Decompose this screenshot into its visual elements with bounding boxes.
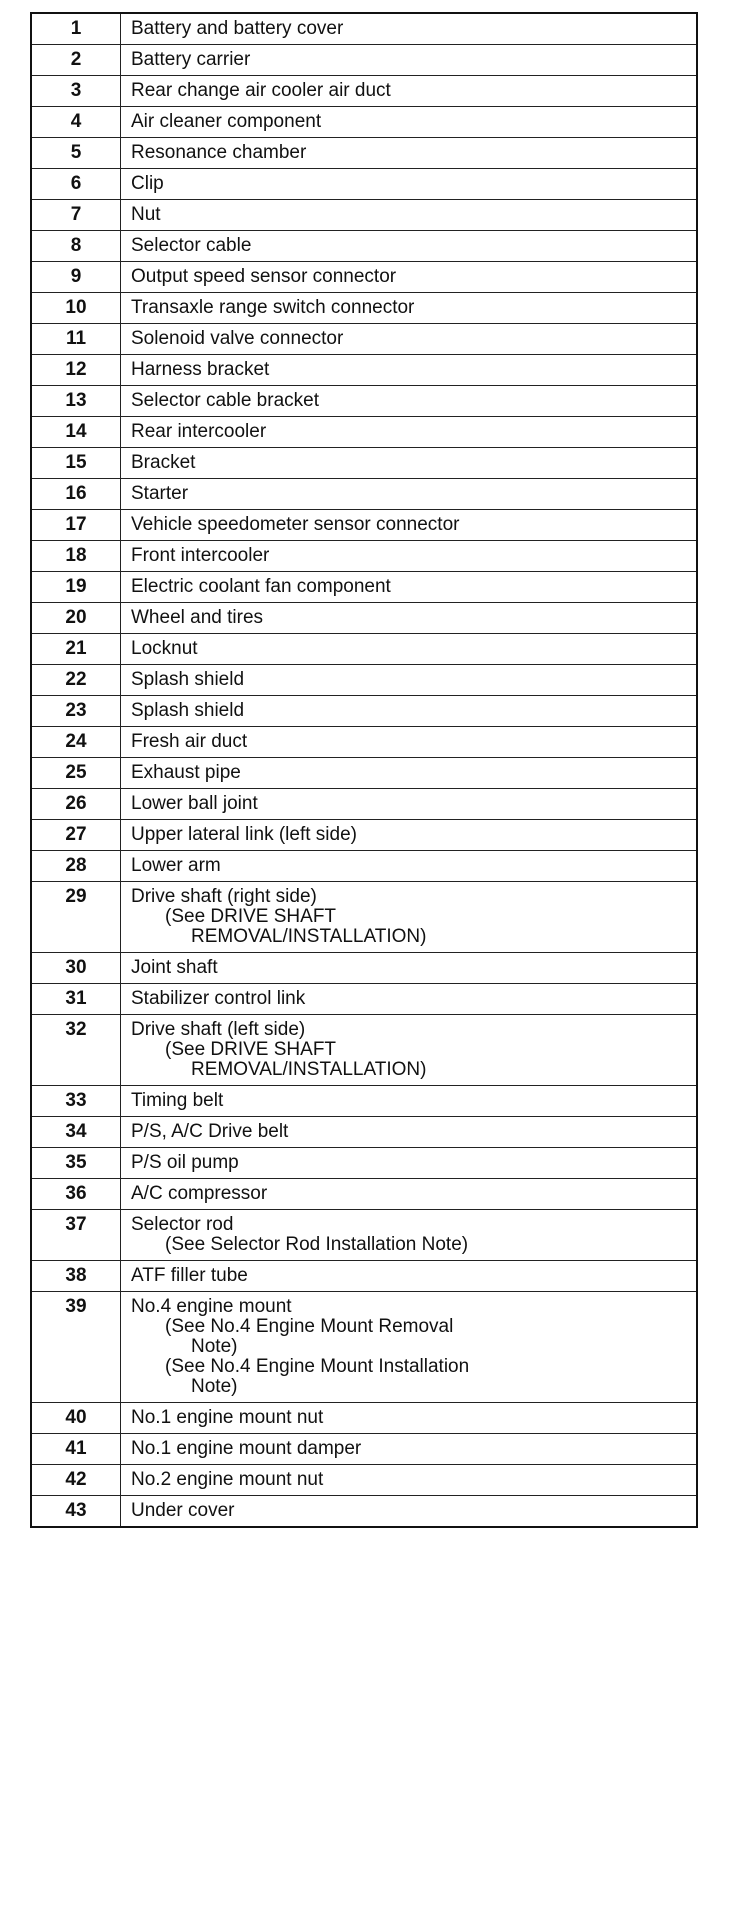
part-number: 37: [31, 1210, 121, 1261]
table-row: [31, 107, 697, 138]
part-label: Vehicle speedometer sensor connector: [131, 514, 460, 535]
table-row: [31, 1261, 697, 1292]
part-description: [121, 851, 698, 882]
part-label: Splash shield: [131, 700, 245, 721]
part-number: 33: [31, 1086, 121, 1117]
table-row: [31, 293, 697, 324]
part-number: 20: [31, 603, 121, 634]
part-description: [121, 107, 698, 138]
part-label: Front intercooler: [131, 545, 270, 566]
table-row: [31, 13, 697, 45]
part-number: 9: [31, 262, 121, 293]
part-number: 19: [31, 572, 121, 603]
table-row: [31, 789, 697, 820]
part-number: 7: [31, 200, 121, 231]
parts-table-body: [31, 13, 697, 1527]
part-label: Upper lateral link (left side): [131, 824, 357, 845]
part-note: (See DRIVE SHAFT: [165, 906, 337, 927]
part-label: Splash shield: [131, 669, 245, 690]
part-label: Rear change air cooler air duct: [131, 80, 391, 101]
part-label: No.2 engine mount nut: [131, 1469, 324, 1490]
part-description: [121, 1261, 698, 1292]
part-description: [121, 820, 698, 851]
part-label: Bracket: [131, 452, 196, 473]
part-description: [121, 1148, 698, 1179]
part-number: 8: [31, 231, 121, 262]
table-row: [31, 510, 697, 541]
parts-table: [30, 12, 698, 1528]
part-note-continuation: REMOVAL/INSTALLATION): [191, 1059, 427, 1080]
part-number: 27: [31, 820, 121, 851]
part-label: P/S, A/C Drive belt: [131, 1121, 289, 1142]
part-label: Lower ball joint: [131, 793, 258, 814]
part-description: [121, 417, 698, 448]
part-description: [121, 510, 698, 541]
table-row: [31, 448, 697, 479]
part-label: Transaxle range switch connector: [131, 297, 415, 318]
part-label: No.4 engine mount: [131, 1296, 292, 1317]
part-number: 40: [31, 1403, 121, 1434]
part-note: (See DRIVE SHAFT: [165, 1039, 337, 1060]
table-row: [31, 1434, 697, 1465]
part-description: [121, 1292, 698, 1403]
table-row: [31, 200, 697, 231]
part-label: Stabilizer control link: [131, 988, 306, 1009]
table-row: [31, 603, 697, 634]
part-label: Solenoid valve connector: [131, 328, 344, 349]
part-label: Battery carrier: [131, 49, 251, 70]
part-label: Air cleaner component: [131, 111, 322, 132]
part-description: [121, 355, 698, 386]
table-row: [31, 984, 697, 1015]
part-label: Electric coolant fan component: [131, 576, 391, 597]
part-number: 23: [31, 696, 121, 727]
table-row: [31, 45, 697, 76]
part-note: (See No.4 Engine Mount Removal: [165, 1316, 454, 1337]
part-description: [121, 541, 698, 572]
table-row: [31, 953, 697, 984]
part-description: [121, 1086, 698, 1117]
part-number: 30: [31, 953, 121, 984]
part-description: [121, 76, 698, 107]
part-number: 10: [31, 293, 121, 324]
part-number: 32: [31, 1015, 121, 1086]
part-number: 41: [31, 1434, 121, 1465]
part-label: No.1 engine mount nut: [131, 1407, 324, 1428]
part-description: [121, 984, 698, 1015]
part-label: Rear intercooler: [131, 421, 267, 442]
table-row: [31, 1117, 697, 1148]
table-row: [31, 262, 697, 293]
part-number: 35: [31, 1148, 121, 1179]
part-description: [121, 169, 698, 200]
part-description: [121, 13, 698, 45]
part-label: P/S oil pump: [131, 1152, 239, 1173]
part-number: 2: [31, 45, 121, 76]
part-description: [121, 1015, 698, 1086]
part-label: Locknut: [131, 638, 198, 659]
part-label: Battery and battery cover: [131, 18, 344, 39]
part-number: 13: [31, 386, 121, 417]
part-number: 5: [31, 138, 121, 169]
part-description: [121, 665, 698, 696]
table-row: [31, 882, 697, 953]
part-label: Wheel and tires: [131, 607, 264, 628]
part-label: ATF filler tube: [131, 1265, 248, 1286]
table-row: [31, 355, 697, 386]
part-number: 3: [31, 76, 121, 107]
part-number: 22: [31, 665, 121, 696]
part-description: [121, 386, 698, 417]
part-label: Selector cable: [131, 235, 252, 256]
part-description: [121, 603, 698, 634]
part-note: (See No.4 Engine Mount Installation: [165, 1356, 470, 1377]
table-row: [31, 386, 697, 417]
table-row: [31, 634, 697, 665]
table-row: [31, 231, 697, 262]
part-description: [121, 789, 698, 820]
part-label: Fresh air duct: [131, 731, 248, 752]
part-label: Harness bracket: [131, 359, 270, 380]
table-row: [31, 1015, 697, 1086]
table-row: [31, 417, 697, 448]
part-label: Selector cable bracket: [131, 390, 319, 411]
part-label: Nut: [131, 204, 161, 225]
table-row: [31, 727, 697, 758]
table-row: [31, 1086, 697, 1117]
part-number: 11: [31, 324, 121, 355]
part-number: 16: [31, 479, 121, 510]
part-description: [121, 634, 698, 665]
part-label: Drive shaft (right side): [131, 886, 317, 907]
part-number: 6: [31, 169, 121, 200]
part-number: 18: [31, 541, 121, 572]
table-row: [31, 1179, 697, 1210]
part-label: Under cover: [131, 1500, 235, 1521]
part-label: Joint shaft: [131, 957, 218, 978]
part-number: 15: [31, 448, 121, 479]
part-description: [121, 262, 698, 293]
table-row: [31, 1496, 697, 1528]
table-row: [31, 696, 697, 727]
part-description: [121, 324, 698, 355]
part-description: [121, 1117, 698, 1148]
part-description: [121, 572, 698, 603]
part-number: 34: [31, 1117, 121, 1148]
part-label: No.1 engine mount damper: [131, 1438, 362, 1459]
part-description: [121, 448, 698, 479]
part-label: Output speed sensor connector: [131, 266, 397, 287]
part-number: 14: [31, 417, 121, 448]
part-label: Clip: [131, 173, 164, 194]
part-label: Timing belt: [131, 1090, 224, 1111]
part-description: [121, 727, 698, 758]
part-label: Exhaust pipe: [131, 762, 241, 783]
part-description: [121, 758, 698, 789]
part-label: A/C compressor: [131, 1183, 268, 1204]
part-description: [121, 882, 698, 953]
table-row: [31, 169, 697, 200]
part-note-continuation: Note): [191, 1336, 238, 1357]
part-number: 39: [31, 1292, 121, 1403]
table-row: [31, 324, 697, 355]
part-number: 25: [31, 758, 121, 789]
table-row: [31, 76, 697, 107]
part-description: [121, 45, 698, 76]
part-description: [121, 1465, 698, 1496]
part-number: 4: [31, 107, 121, 138]
part-number: 17: [31, 510, 121, 541]
table-row: [31, 1292, 697, 1403]
table-row: [31, 758, 697, 789]
part-description: [121, 231, 698, 262]
parts-sheet: [30, 12, 698, 1528]
part-note: (See Selector Rod Installation Note): [165, 1234, 469, 1255]
part-description: [121, 696, 698, 727]
part-label: Lower arm: [131, 855, 221, 876]
part-number: 42: [31, 1465, 121, 1496]
part-description: [121, 293, 698, 324]
part-label: Selector rod: [131, 1214, 234, 1235]
table-row: [31, 665, 697, 696]
part-number: 29: [31, 882, 121, 953]
part-description: [121, 1434, 698, 1465]
table-row: [31, 820, 697, 851]
table-row: [31, 479, 697, 510]
table-row: [31, 138, 697, 169]
part-number: 31: [31, 984, 121, 1015]
part-description: [121, 1496, 698, 1528]
part-description: [121, 1210, 698, 1261]
part-number: 36: [31, 1179, 121, 1210]
part-note-continuation: Note): [191, 1376, 238, 1397]
part-number: 28: [31, 851, 121, 882]
part-description: [121, 953, 698, 984]
part-number: 26: [31, 789, 121, 820]
part-description: [121, 200, 698, 231]
table-row: [31, 1465, 697, 1496]
part-number: 1: [31, 13, 121, 45]
part-label: Resonance chamber: [131, 142, 307, 163]
table-row: [31, 541, 697, 572]
part-description: [121, 479, 698, 510]
part-description: [121, 138, 698, 169]
table-row: [31, 1148, 697, 1179]
part-label: Starter: [131, 483, 189, 504]
table-row: [31, 1210, 697, 1261]
table-row: [31, 851, 697, 882]
table-row: [31, 1403, 697, 1434]
part-number: 21: [31, 634, 121, 665]
part-number: 12: [31, 355, 121, 386]
part-number: 38: [31, 1261, 121, 1292]
part-description: [121, 1403, 698, 1434]
part-label: Drive shaft (left side): [131, 1019, 306, 1040]
part-note-continuation: REMOVAL/INSTALLATION): [191, 926, 427, 947]
part-number: 24: [31, 727, 121, 758]
part-description: [121, 1179, 698, 1210]
table-row: [31, 572, 697, 603]
part-number: 43: [31, 1496, 121, 1528]
